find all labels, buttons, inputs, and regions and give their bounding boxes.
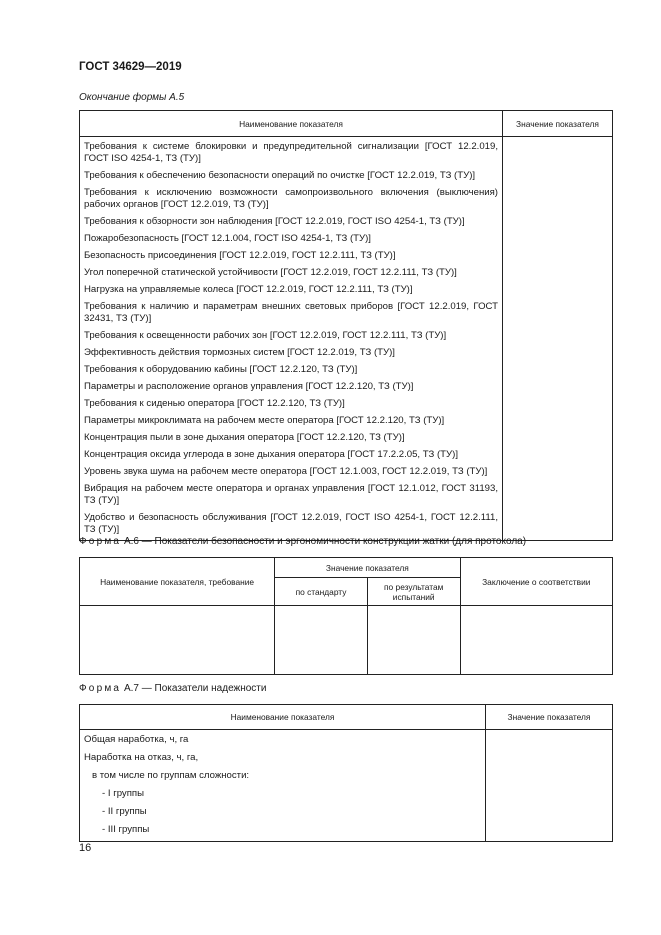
table-row: Пожаробезопасность [ГОСТ 12.1.004, ГОСТ ISO 4254-1, ТЗ (ТУ)] — [84, 233, 371, 244]
form-a7-rows-cell — [80, 730, 486, 842]
form-a6-empty-cell — [367, 606, 460, 675]
document-code: ГОСТ 34629—2019 — [79, 61, 182, 73]
form-a7-header-value: Значение показателя — [486, 705, 613, 730]
table-row: Требования к сиденью оператора [ГОСТ 12.2.120, ТЗ (ТУ)] — [84, 398, 345, 409]
form-a6-empty-cell — [275, 606, 368, 675]
table-row: Удобство и безопасность обслуживания [ГОСТ 12.2.019, ГОСТ ISO 4254-1, ГОСТ 12.2.111, ТЗ (ТУ)] — [84, 512, 498, 535]
form-a6-empty-cell — [460, 606, 612, 675]
form-a6-caption-text: — Показатели безопасности и эргономичности конструкции жатки (для протокола) — [141, 536, 527, 547]
list-item: - II группы — [102, 806, 147, 817]
page-number: 16 — [79, 842, 92, 854]
form-a6-header-standard: по стандарту — [275, 578, 368, 606]
table-row: Требования к исключению возможности самопроизвольного включения (выключения) рабочих органов [ГОСТ 12.2.019, ТЗ (ТУ)] — [84, 187, 498, 210]
form-a5-header-name: Наименование показателя — [80, 111, 503, 137]
form-a6-header-results: по результатам испытаний — [367, 578, 460, 606]
table-row: Безопасность присоединения [ГОСТ 12.2.019, ГОСТ 12.2.111, ТЗ (ТУ)] — [84, 250, 396, 261]
form-a6-header-value: Значение показателя — [275, 558, 460, 578]
table-row: Требования к наличию и параметрам внешних световых приборов [ГОСТ 12.2.019, ГОСТ 32431, ТЗ (ТУ)] — [84, 301, 498, 324]
form-a6-caption-label: Форма — [79, 536, 122, 547]
form-a7-caption-label: Форма — [79, 683, 122, 694]
form-a5-header-value: Значение показателя — [503, 111, 613, 137]
form-a6-table — [79, 557, 613, 675]
form-a6-caption-num: А.6 — [123, 536, 139, 547]
list-item: Общая наработка, ч, га — [84, 734, 189, 745]
table-row: Концентрация пыли в зоне дыхания оператора [ГОСТ 12.2.120, ТЗ (ТУ)] — [84, 432, 405, 443]
table-row: Нагрузка на управляемые колеса [ГОСТ 12.2.019, ГОСТ 12.2.111, ТЗ (ТУ)] — [84, 284, 413, 295]
table-row: Параметры микроклимата на рабочем месте оператора [ГОСТ 12.2.120, ТЗ (ТУ)] — [84, 415, 445, 426]
form-a5-value-cell — [503, 137, 613, 541]
table-row: Требования к освещенности рабочих зон [ГОСТ 12.2.019, ГОСТ 12.2.111, ТЗ (ТУ)] — [84, 330, 447, 341]
table-row: Требования к системе блокировки и предупредительной сигнализации [ГОСТ 12.2.019, ГОСТ ISO 4254-1, ТЗ (ТУ)] — [84, 141, 498, 164]
form-a6-header-conclusion: Заключение о соответствии — [460, 558, 612, 606]
table-row: Вибрация на рабочем месте оператора и органах управления [ГОСТ 12.1.012, ГОСТ 31193, ТЗ (ТУ)] — [84, 483, 498, 506]
list-item: Наработка на отказ, ч, га, — [84, 752, 199, 763]
form-a5-rows-cell — [80, 137, 503, 541]
form-a5-table — [79, 110, 613, 541]
table-row: Требования к обзорности зон наблюдения [ГОСТ 12.2.019, ГОСТ ISO 4254-1, ТЗ (ТУ)] — [84, 216, 465, 227]
form-a6-caption — [79, 536, 526, 547]
list-item: - I группы — [102, 788, 145, 799]
table-row: Угол поперечной статической устойчивости [ГОСТ 12.2.019, ГОСТ 12.2.111, ТЗ (ТУ)] — [84, 267, 457, 278]
form-a7-value-cell — [486, 730, 613, 842]
table-row: Концентрация оксида углерода в зоне дыхания оператора [ГОСТ 17.2.2.05, ТЗ (ТУ)] — [84, 449, 458, 460]
form-a6-header-name: Наименование показателя, требование — [80, 558, 275, 606]
table-row: Требования к обеспечению безопасности операций по очистке [ГОСТ 12.2.019, ТЗ (ТУ)] — [84, 170, 476, 181]
form-a7-caption-text: — Показатели надежности — [141, 683, 267, 694]
table-row: Эффективность действия тормозных систем [ГОСТ 12.2.019, ТЗ (ТУ)] — [84, 347, 395, 358]
form-a7-caption — [79, 683, 266, 694]
form-a7-table — [79, 704, 613, 842]
form-a6-empty-cell — [80, 606, 275, 675]
table-row: Параметры и расположение органов управления [ГОСТ 12.2.120, ТЗ (ТУ)] — [84, 381, 414, 392]
list-item: в том числе по группам сложности: — [92, 770, 250, 781]
form-a7-header-name: Наименование показателя — [80, 705, 486, 730]
list-item: - III группы — [102, 824, 150, 835]
table-row: Требования к оборудованию кабины [ГОСТ 12.2.120, ТЗ (ТУ)] — [84, 364, 358, 375]
form-a5-caption: Окончание формы А.5 — [79, 92, 185, 103]
form-a7-caption-num: А.7 — [123, 683, 139, 694]
table-row: Уровень звука шума на рабочем месте оператора [ГОСТ 12.1.003, ГОСТ 12.2.019, ТЗ (ТУ)] — [84, 466, 488, 477]
